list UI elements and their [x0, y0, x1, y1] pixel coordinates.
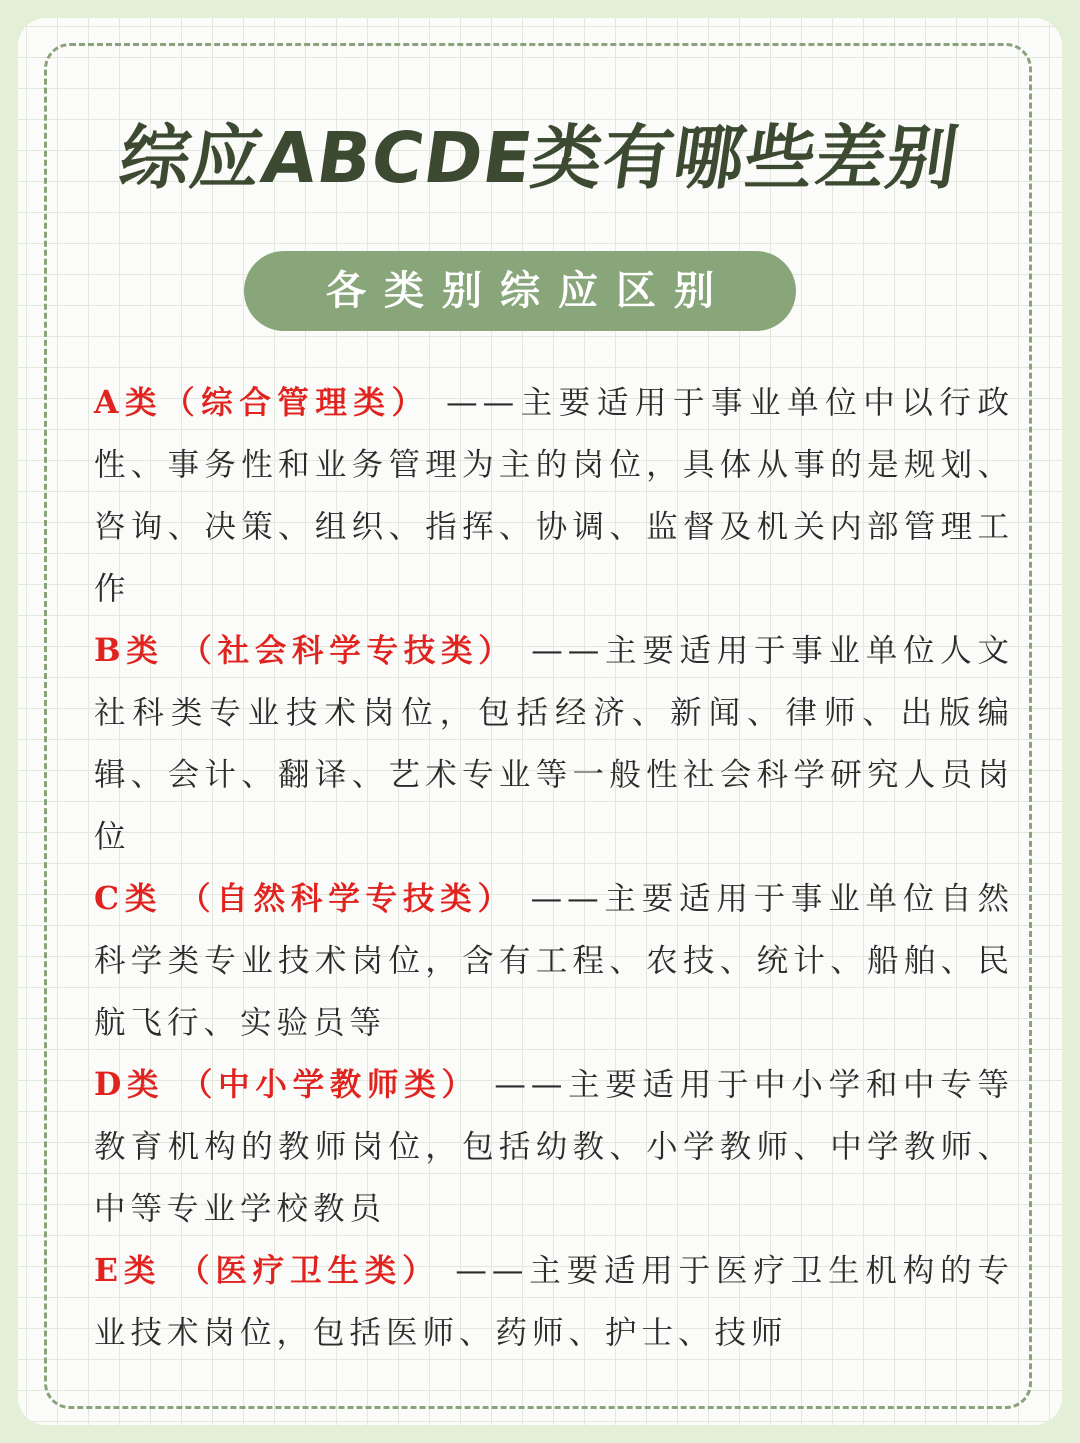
category-b-label: B类 （社会科学专技类）: [94, 632, 516, 669]
category-b-description: ——主要适用于事业单位人文社科类专业技术岗位，包括经济、新闻、律师、出版编辑、会计、翻译、艺术专业等一般性社会科学研究人员岗位: [94, 633, 1014, 855]
category-e-description: ——主要适用于医疗卫生机构的专业技术岗位，包括医师、药师、护士、技师: [94, 1253, 1014, 1351]
category-a-description: ——主要适用于事业单位中以行政性、事务性和业务管理为主的岗位，具体从事的是规划、咨询、决策、组织、指挥、协调、监督及机关内部管理工作: [94, 385, 1014, 607]
category-list: [94, 372, 1014, 1364]
category-d-description: ——主要适用于中小学和中专等教育机构的教师岗位，包括幼教、小学教师、中学教师、中等专业学校教员: [94, 1067, 1014, 1227]
category-b: [94, 620, 1014, 868]
category-e-label: E类 （医疗卫生类）: [94, 1252, 440, 1289]
subtitle-badge: 各类别综应区别: [244, 251, 796, 331]
page-title: 综应ABCDE类有哪些差别: [114, 117, 964, 199]
category-c-label: C类 （自然科学专技类）: [94, 880, 515, 917]
category-e: [94, 1240, 1014, 1364]
category-c: [94, 868, 1014, 1054]
category-a: [94, 372, 1014, 620]
category-d-label: D类 （中小学教师类）: [94, 1066, 479, 1103]
category-d: [94, 1054, 1014, 1240]
category-a-label: A类（综合管理类）: [94, 384, 430, 421]
category-c-description: ——主要适用于事业单位自然科学类专业技术岗位，含有工程、农技、统计、船舶、民航飞行、实验员等: [94, 881, 1014, 1041]
